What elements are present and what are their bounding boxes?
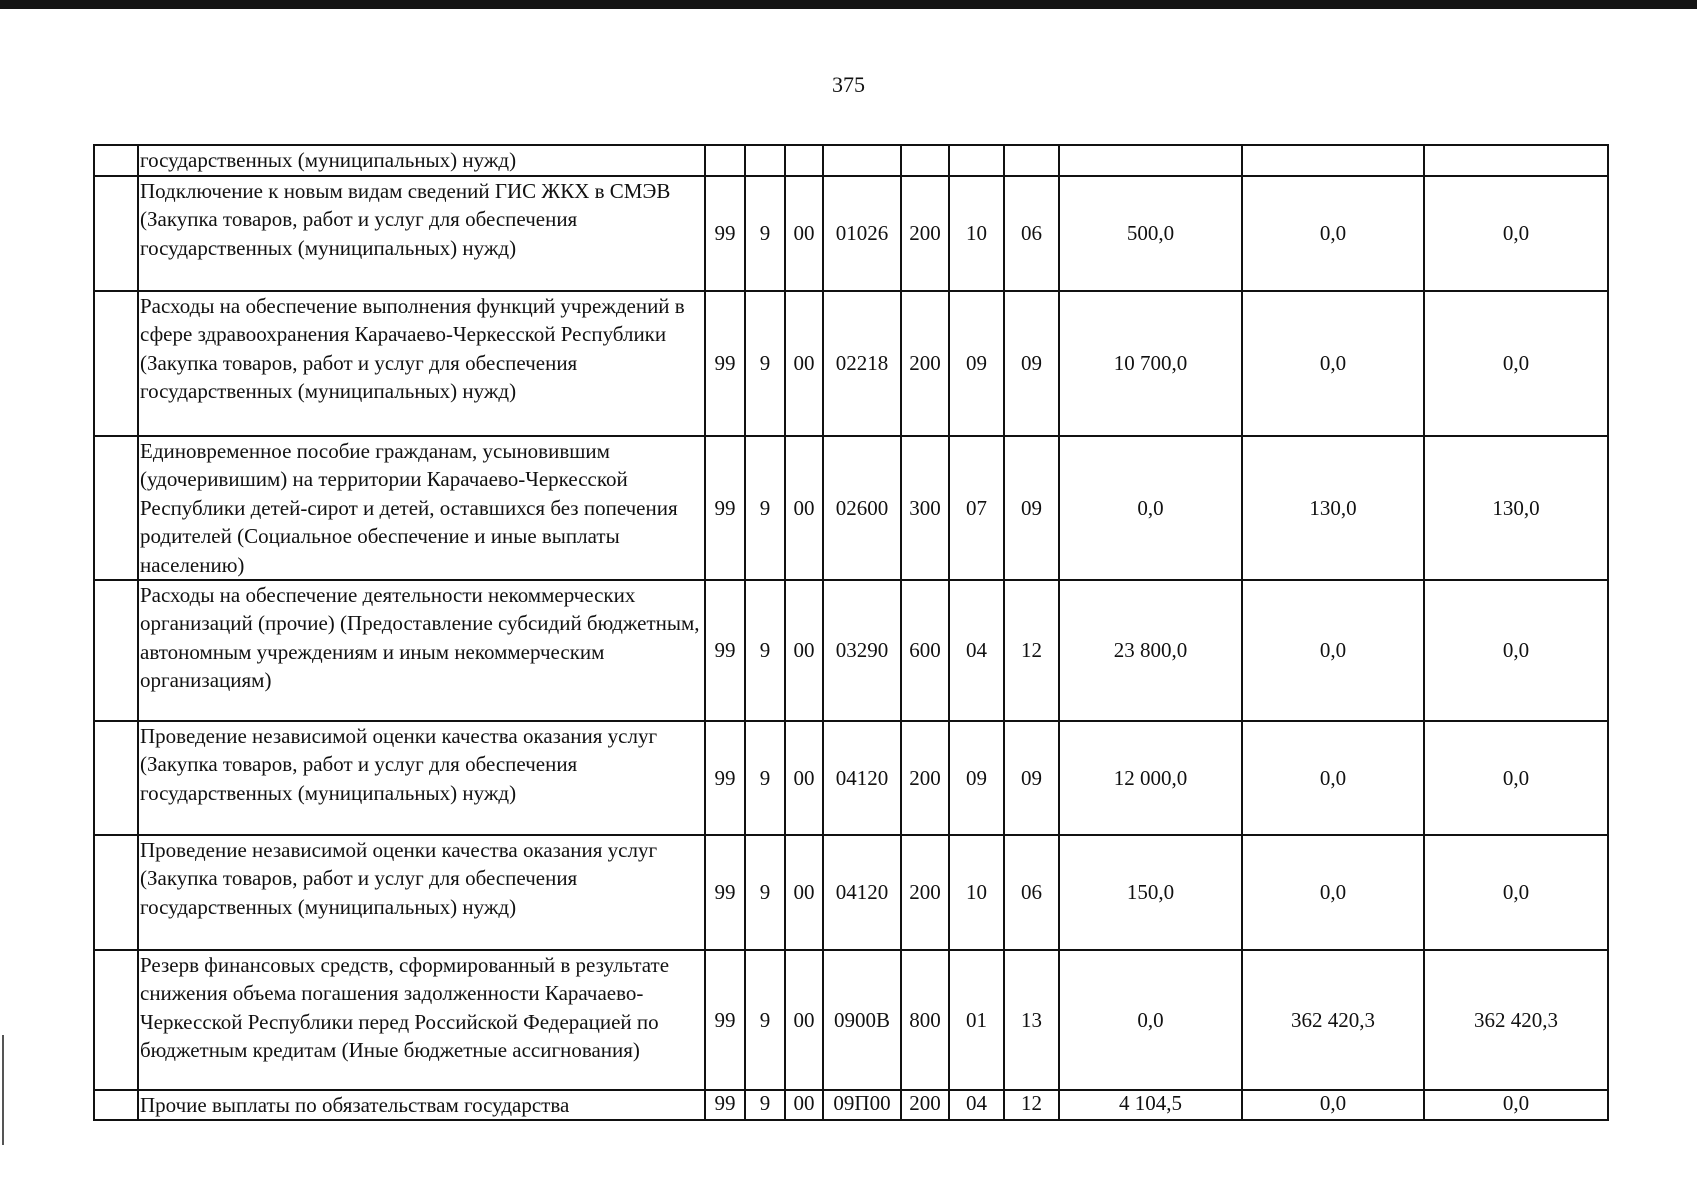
cell-c2: 9 bbox=[745, 721, 785, 835]
cell-c7: 06 bbox=[1004, 835, 1059, 950]
cell-c4: 01026 bbox=[823, 176, 901, 291]
cell-v1: 12 000,0 bbox=[1059, 721, 1242, 835]
cell-v1: 23 800,0 bbox=[1059, 580, 1242, 721]
cell-v1: 0,0 bbox=[1059, 950, 1242, 1090]
cell-v3: 0,0 bbox=[1424, 176, 1608, 291]
row-description: Расходы на обеспечение выполнения функций учреждений в сфере здравоохранения Карачаево-Черкесской Республики (Закупка товаров, работ и услуг для обеспечения государственных (муниципальных) нужд) bbox=[138, 291, 705, 436]
cell-c1: 99 bbox=[705, 176, 745, 291]
cell-c6: 04 bbox=[949, 580, 1004, 721]
cell-c1: 99 bbox=[705, 580, 745, 721]
cell-c7: 13 bbox=[1004, 950, 1059, 1090]
cell-c5: 600 bbox=[901, 580, 949, 721]
cell-v1: 500,0 bbox=[1059, 176, 1242, 291]
row-index-cell bbox=[94, 176, 138, 291]
table-row bbox=[94, 835, 1608, 950]
cell-c6 bbox=[949, 145, 1004, 176]
cell-c6: 10 bbox=[949, 176, 1004, 291]
cell-c3: 00 bbox=[785, 835, 823, 950]
cell-c4: 04120 bbox=[823, 721, 901, 835]
row-index-cell bbox=[94, 950, 138, 1090]
row-index-cell bbox=[94, 580, 138, 721]
cell-c3: 00 bbox=[785, 721, 823, 835]
cell-v3: 362 420,3 bbox=[1424, 950, 1608, 1090]
cell-c2: 9 bbox=[745, 176, 785, 291]
row-description: Единовременное пособие гражданам, усыновившим (удочеривишим) на территории Карачаево-Черкесской Республики детей-сирот и детей, оставшихся без попечения родителей (Социальное обеспечение и иные выплаты населению) bbox=[138, 436, 705, 580]
cell-v2: 0,0 bbox=[1242, 835, 1424, 950]
cell-c4: 04120 bbox=[823, 835, 901, 950]
scan-top-border bbox=[0, 0, 1697, 9]
row-description: Резерв финансовых средств, сформированный в результате снижения объема погашения задолженности Карачаево-Черкесской Республики перед Российской Федерацией по бюджетным кредитам (Иные бюджетные ассигнования) bbox=[138, 950, 705, 1090]
cell-v3: 0,0 bbox=[1424, 580, 1608, 721]
cell-c2: 9 bbox=[745, 291, 785, 436]
cell-c7: 09 bbox=[1004, 721, 1059, 835]
cell-c7: 12 bbox=[1004, 580, 1059, 721]
row-description: Проведение независимой оценки качества оказания услуг (Закупка товаров, работ и услуг для обеспечения государственных (муниципальных) нужд) bbox=[138, 835, 705, 950]
cell-c5: 300 bbox=[901, 436, 949, 580]
row-index-cell bbox=[94, 436, 138, 580]
cell-c5: 200 bbox=[901, 291, 949, 436]
cell-c2: 9 bbox=[745, 950, 785, 1090]
cell-c2: 9 bbox=[745, 436, 785, 580]
cell-v2: 0,0 bbox=[1242, 721, 1424, 835]
table-row bbox=[94, 1090, 1608, 1120]
cell-c1: 99 bbox=[705, 1090, 745, 1120]
cell-c7: 12 bbox=[1004, 1090, 1059, 1120]
cell-v3: 0,0 bbox=[1424, 291, 1608, 436]
row-description: государственных (муниципальных) нужд) bbox=[138, 145, 705, 176]
cell-c2 bbox=[745, 145, 785, 176]
row-index-cell bbox=[94, 721, 138, 835]
table-row bbox=[94, 950, 1608, 1090]
cell-c6: 04 bbox=[949, 1090, 1004, 1120]
cell-c1: 99 bbox=[705, 291, 745, 436]
cell-c7 bbox=[1004, 145, 1059, 176]
cell-v3: 0,0 bbox=[1424, 721, 1608, 835]
cell-c7: 09 bbox=[1004, 436, 1059, 580]
cell-c7: 09 bbox=[1004, 291, 1059, 436]
cell-c4 bbox=[823, 145, 901, 176]
cell-c4: 09П00 bbox=[823, 1090, 901, 1120]
scan-edge-mark bbox=[2, 1035, 4, 1145]
cell-c3: 00 bbox=[785, 580, 823, 721]
row-index-cell bbox=[94, 835, 138, 950]
cell-c4: 0900В bbox=[823, 950, 901, 1090]
cell-c1: 99 bbox=[705, 721, 745, 835]
cell-v3 bbox=[1424, 145, 1608, 176]
page-number: 375 bbox=[832, 72, 865, 97]
table-row bbox=[94, 291, 1608, 436]
row-description: Расходы на обеспечение деятельности некоммерческих организаций (прочие) (Предоставление субсидий бюджетным, автономным учреждениям и иным некоммерческим организациям) bbox=[138, 580, 705, 721]
cell-v2: 0,0 bbox=[1242, 291, 1424, 436]
row-description: Проведение независимой оценки качества оказания услуг (Закупка товаров, работ и услуг для обеспечения государственных (муниципальных) нужд) bbox=[138, 721, 705, 835]
cell-c4: 03290 bbox=[823, 580, 901, 721]
row-index-cell bbox=[94, 1090, 138, 1120]
cell-c6: 09 bbox=[949, 721, 1004, 835]
cell-c6: 01 bbox=[949, 950, 1004, 1090]
row-description: Прочие выплаты по обязательствам государства bbox=[138, 1090, 705, 1120]
cell-c5: 800 bbox=[901, 950, 949, 1090]
cell-c3: 00 bbox=[785, 176, 823, 291]
table-row bbox=[94, 436, 1608, 580]
table-row bbox=[94, 145, 1608, 176]
cell-c3: 00 bbox=[785, 291, 823, 436]
cell-c3: 00 bbox=[785, 436, 823, 580]
cell-v1: 150,0 bbox=[1059, 835, 1242, 950]
cell-v1: 10 700,0 bbox=[1059, 291, 1242, 436]
cell-v1 bbox=[1059, 145, 1242, 176]
cell-v3: 130,0 bbox=[1424, 436, 1608, 580]
cell-c2: 9 bbox=[745, 1090, 785, 1120]
cell-c4: 02600 bbox=[823, 436, 901, 580]
row-index-cell bbox=[94, 291, 138, 436]
cell-v2: 0,0 bbox=[1242, 1090, 1424, 1120]
cell-c6: 07 bbox=[949, 436, 1004, 580]
cell-v2 bbox=[1242, 145, 1424, 176]
cell-c5: 200 bbox=[901, 176, 949, 291]
cell-c5: 200 bbox=[901, 721, 949, 835]
cell-c5: 200 bbox=[901, 1090, 949, 1120]
cell-c1: 99 bbox=[705, 436, 745, 580]
cell-v1: 4 104,5 bbox=[1059, 1090, 1242, 1120]
cell-c4: 02218 bbox=[823, 291, 901, 436]
cell-c5: 200 bbox=[901, 835, 949, 950]
cell-c1: 99 bbox=[705, 835, 745, 950]
cell-c1: 99 bbox=[705, 950, 745, 1090]
cell-c1 bbox=[705, 145, 745, 176]
cell-v2: 362 420,3 bbox=[1242, 950, 1424, 1090]
cell-v3: 0,0 bbox=[1424, 1090, 1608, 1120]
table-row bbox=[94, 580, 1608, 721]
cell-v3: 0,0 bbox=[1424, 835, 1608, 950]
cell-v2: 0,0 bbox=[1242, 580, 1424, 721]
cell-c2: 9 bbox=[745, 580, 785, 721]
cell-v2: 130,0 bbox=[1242, 436, 1424, 580]
cell-v2: 0,0 bbox=[1242, 176, 1424, 291]
cell-c5 bbox=[901, 145, 949, 176]
cell-c3 bbox=[785, 145, 823, 176]
row-description: Подключение к новым видам сведений ГИС ЖКХ в СМЭВ (Закупка товаров, работ и услуг для обеспечения государственных (муниципальных) нужд) bbox=[138, 176, 705, 291]
table-row bbox=[94, 176, 1608, 291]
cell-c2: 9 bbox=[745, 835, 785, 950]
budget-table bbox=[93, 144, 1609, 1121]
row-index-cell bbox=[94, 145, 138, 176]
cell-c6: 09 bbox=[949, 291, 1004, 436]
table-row bbox=[94, 721, 1608, 835]
cell-c6: 10 bbox=[949, 835, 1004, 950]
cell-c3: 00 bbox=[785, 1090, 823, 1120]
cell-c7: 06 bbox=[1004, 176, 1059, 291]
cell-c3: 00 bbox=[785, 950, 823, 1090]
cell-v1: 0,0 bbox=[1059, 436, 1242, 580]
